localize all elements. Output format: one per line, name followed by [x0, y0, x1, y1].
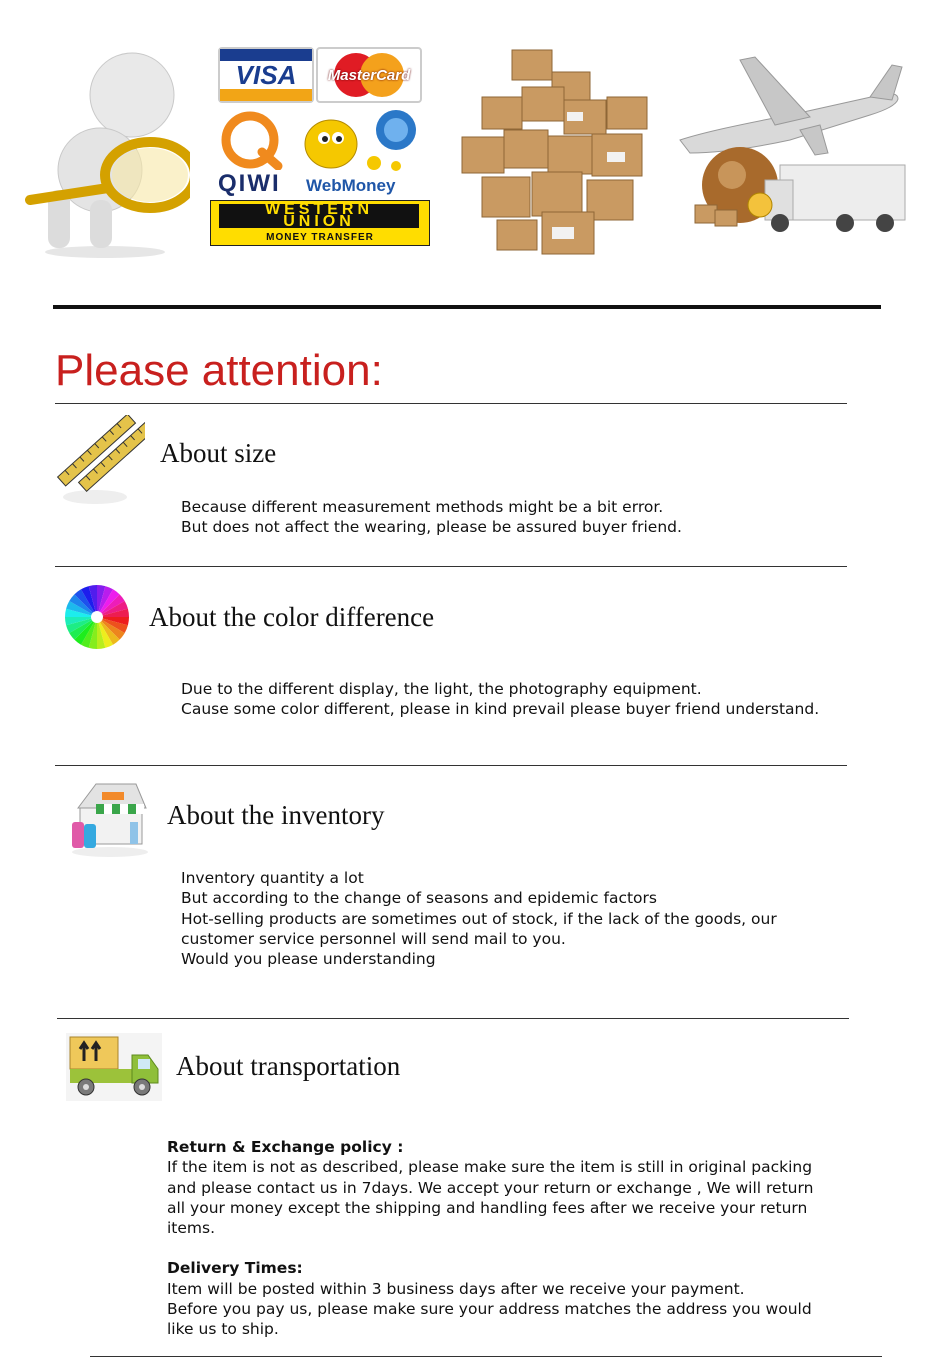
- webmoney-label: WebMoney: [306, 176, 396, 195]
- boxes-icon: [452, 42, 662, 257]
- text-line: like us to ship.: [167, 1320, 279, 1339]
- visa-logo: VISA: [218, 47, 314, 103]
- text-line: Before you pay us, please make sure your address matches the address you would: [167, 1300, 812, 1319]
- text-line: customer service personnel will send mail to you.: [181, 929, 566, 948]
- banner-divider: [53, 305, 881, 309]
- airplane-truck-icon: [670, 45, 915, 240]
- divider: [90, 1356, 882, 1357]
- ruler-icon: [55, 415, 145, 510]
- store-icon: [66, 778, 154, 858]
- text-line: all your money except the shipping and handling fees after we receive your return: [167, 1198, 808, 1217]
- text-line: items.: [167, 1219, 216, 1238]
- divider: [57, 1018, 849, 1019]
- color-wheel-icon: [62, 582, 132, 652]
- text-line: Would you please understanding: [181, 950, 436, 969]
- webmoney-icon: [296, 108, 431, 178]
- magnifier-figure-icon: [20, 40, 190, 260]
- qiwi-icon: [218, 110, 288, 170]
- section-text-inventory: [181, 868, 777, 969]
- truck-icon: [66, 1033, 162, 1101]
- text-line: If the item is not as described, please make sure the item is still in original packing: [167, 1158, 813, 1177]
- qiwi-label: QIWI: [218, 170, 281, 197]
- divider: [55, 403, 847, 404]
- section-heading-inventory: About the inventory: [167, 800, 385, 830]
- text-line: But according to the change of seasons and epidemic factors: [181, 889, 657, 908]
- text-line: Cause some color different, please in kind prevail please buyer friend understand.: [181, 700, 820, 719]
- section-heading-color: About the color difference: [149, 602, 435, 632]
- text-line: Item will be posted within 3 business days after we receive your payment.: [167, 1279, 745, 1298]
- section-heading-size: About size: [160, 438, 277, 468]
- section-text-transportation: [167, 1137, 813, 1340]
- section-text-color: [181, 679, 819, 720]
- delivery-times-title: Delivery Times:: [167, 1259, 303, 1278]
- western-union-logo: WESTERN UNION MONEY TRANSFER: [210, 200, 430, 246]
- text-line: Due to the different display, the light, the photography equipment.: [181, 680, 702, 698]
- divider: [55, 566, 847, 567]
- return-policy-title: Return & Exchange policy :: [167, 1138, 404, 1156]
- banner: [0, 0, 930, 280]
- text-line: Inventory quantity a lot: [181, 869, 364, 887]
- mastercard-logo: MasterCard: [316, 47, 422, 103]
- text-line: Because different measurement methods might be a bit error.: [181, 498, 664, 516]
- text-line: Hot-selling products are sometimes out of stock, if the lack of the goods, our: [181, 909, 777, 928]
- section-heading-transportation: About transportation: [176, 1051, 401, 1081]
- text-line: But does not affect the wearing, please be assured buyer friend.: [181, 518, 682, 537]
- page-title: Please attention:: [55, 346, 383, 395]
- section-text-size: [181, 497, 682, 538]
- divider: [55, 765, 847, 766]
- text-line: and please contact us in 7days. We accept your return or exchange , We will return: [167, 1178, 814, 1197]
